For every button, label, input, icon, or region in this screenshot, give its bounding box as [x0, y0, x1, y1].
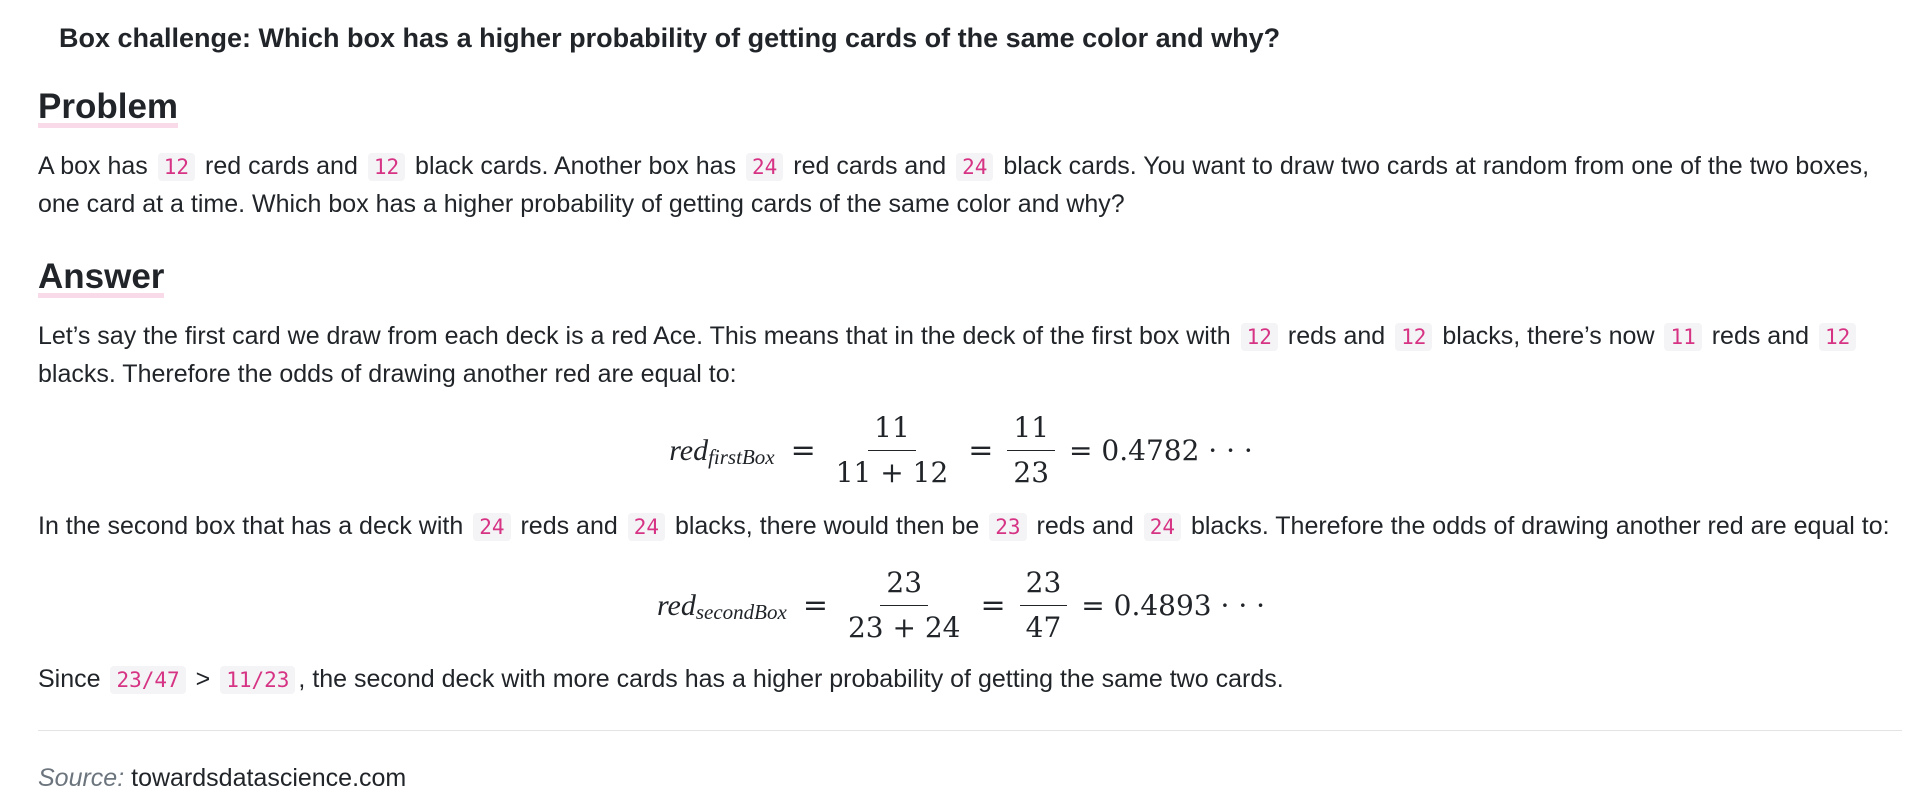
- text-run: blacks. Therefore the odds of drawing another red are equal to:: [1184, 512, 1890, 540]
- text-run: blacks. Therefore the odds of drawing another red are equal to:: [38, 360, 737, 388]
- math-variable: red: [656, 588, 696, 622]
- math-equals: =: [980, 587, 1006, 623]
- math-subscript: secondBox: [695, 599, 787, 624]
- inline-code: 24: [1144, 513, 1181, 541]
- math-subscript: firstBox: [708, 444, 775, 469]
- horizontal-divider: [38, 730, 1902, 731]
- math-result: = 0.4782 · · ·: [1069, 433, 1253, 467]
- text-run: reds and: [1280, 322, 1393, 350]
- source-link[interactable]: towardsdatascience.com: [131, 764, 407, 792]
- fraction-denominator: 47: [1025, 610, 1062, 644]
- answer-paragraph-2: [38, 508, 1898, 546]
- text-run: black cards. You want to draw two cards at random from one of the two boxes, one card at a time. Which box has a higher probability of getting cards of the same color and why?: [38, 152, 1870, 218]
- fraction-numerator: 23: [1020, 565, 1068, 606]
- text-run: blacks, there’s now: [1435, 322, 1662, 350]
- text-run: reds and: [1029, 512, 1141, 540]
- inline-code: 12: [1395, 323, 1432, 351]
- math-equals: =: [802, 587, 828, 623]
- inline-code: 11: [1664, 323, 1701, 351]
- math-fraction: [1020, 565, 1068, 646]
- source-label: Source:: [38, 764, 125, 792]
- page-title: Box challenge: Which box has a higher probability of getting cards of the same color and why?: [59, 23, 1281, 53]
- fraction-numerator: 11: [868, 410, 916, 451]
- text-run: reds and: [1704, 322, 1816, 350]
- equation-second-box: [0, 565, 1922, 645]
- text-run: >: [188, 665, 218, 693]
- text-run: Since: [38, 665, 108, 693]
- text-run: blacks, there would then be: [668, 512, 987, 540]
- math-equals: =: [968, 432, 994, 468]
- text-run: , the second deck with more cards has a higher probability of getting the same two cards.: [298, 665, 1284, 693]
- inline-code: 23/47: [110, 666, 185, 694]
- source-line: [38, 760, 406, 797]
- text-run: A box has: [38, 152, 155, 180]
- text-run: In the second box that has a deck with: [38, 512, 471, 540]
- equation-first-box: [0, 410, 1922, 490]
- fraction-denominator: 11 + 12: [835, 455, 949, 489]
- answer-heading: Answer: [38, 257, 165, 296]
- inline-code: 12: [158, 153, 195, 181]
- inline-code: 24: [956, 153, 993, 181]
- math-fraction: [830, 410, 955, 491]
- math-fraction: [842, 565, 967, 646]
- conclusion-paragraph: [38, 661, 1898, 699]
- fraction-denominator: 23 + 24: [847, 610, 961, 644]
- inline-code: 11/23: [220, 666, 295, 694]
- inline-code: 12: [1241, 323, 1278, 351]
- inline-code: 24: [628, 513, 665, 541]
- text-run: red cards and: [786, 152, 954, 180]
- inline-code: 12: [1819, 323, 1856, 351]
- fraction-numerator: 11: [1007, 410, 1055, 451]
- inline-code: 24: [473, 513, 510, 541]
- math-result: = 0.4893 · · ·: [1081, 588, 1266, 622]
- inline-code: 23: [989, 513, 1026, 541]
- text-run: black cards. Another box has: [408, 152, 744, 180]
- fraction-numerator: 23: [880, 565, 928, 606]
- math-equals: =: [790, 432, 816, 468]
- text-run: reds and: [513, 512, 625, 540]
- fraction-denominator: 23: [1013, 455, 1050, 489]
- text-run: Let’s say the first card we draw from each deck is a red Ace. This means that in the deck of the first box with: [38, 322, 1238, 350]
- math-variable: red: [669, 433, 709, 467]
- problem-heading: Problem: [38, 87, 179, 126]
- text-run: red cards and: [198, 152, 365, 180]
- math-fraction: [1007, 410, 1055, 491]
- inline-code: 12: [368, 153, 405, 181]
- inline-code: 24: [746, 153, 783, 181]
- problem-paragraph: [38, 148, 1898, 223]
- answer-paragraph-1: [38, 318, 1898, 393]
